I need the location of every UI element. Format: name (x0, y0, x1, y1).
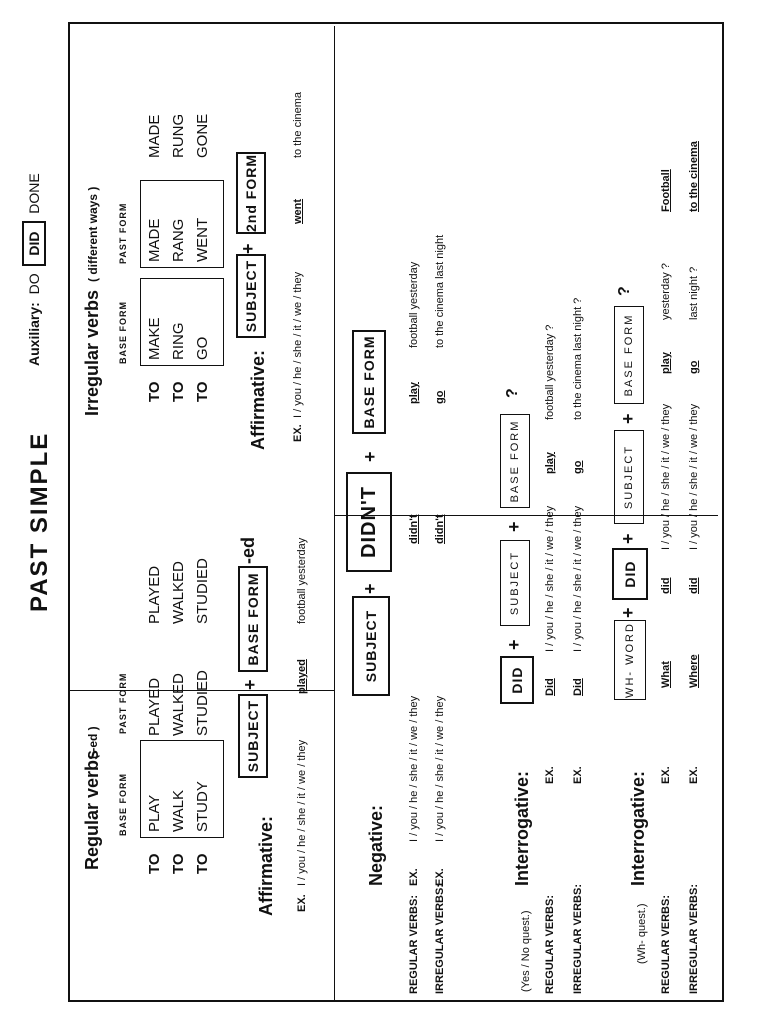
negative-didnt-box: DIDN'T (346, 472, 392, 572)
wh-word-box: WH- WORD (614, 620, 646, 700)
wh-did-box: DID (612, 548, 648, 600)
yn-row-1-verb: play (544, 451, 556, 474)
regular-past-played: PLAYED (146, 677, 163, 736)
negative-row-1-type: REGULAR VERBS: (408, 894, 420, 994)
yn-row-1-pronouns: I / you / he / she / it / we / they (544, 505, 556, 652)
yn-base-form-box: BASE FORM (500, 414, 530, 508)
wh-row-1-verb: play (660, 351, 672, 374)
wh-row-2-answer: to the cinema (688, 141, 700, 212)
wh-row-1-wh: What (660, 661, 672, 688)
wh-row-1-aux: did (660, 577, 672, 594)
wh-row-2-verb: go (688, 360, 700, 374)
wh-row-1-type: REGULAR VERBS: (660, 894, 672, 994)
wh-row-2-complement: last night ? (688, 266, 700, 320)
irregular-plus: + (238, 243, 258, 254)
wh-subject-box: SUBJECT (614, 430, 644, 524)
regular-past-walked: WALKED (170, 673, 187, 736)
regular-past-played-big: PLAYED (146, 565, 163, 624)
regular-verb: played (296, 659, 308, 694)
yn-row-2-complement: to the cinema last night ? (572, 297, 584, 420)
irregular-base-make: MAKE (146, 317, 163, 360)
regular-pronouns: I / you / he / she / it / we / they (296, 739, 308, 886)
negative-row-2-complement: to the cinema last night (434, 234, 446, 348)
irregular-base-go: GO (194, 336, 211, 360)
regular-to-2: TO (170, 853, 187, 874)
wh-row-1-answer: Football (660, 169, 672, 212)
irregular-base-ring: RING (170, 322, 187, 360)
regular-subject-box: SUBJECT (238, 694, 268, 778)
wh-plus-3: + (618, 413, 638, 424)
wh-plus-1: + (618, 607, 638, 618)
yn-subject-box: SUBJECT (500, 540, 530, 626)
wh-row-2-pronouns: I / you / he / she / it / we / they (688, 403, 700, 550)
negative-row-1-pronouns: I / you / he / she / it / we / they (408, 695, 420, 842)
wh-row-2-ex: EX. (688, 766, 700, 784)
irregular-participle-rung: RUNG (170, 113, 187, 158)
auxiliary-done: DONE (26, 173, 42, 214)
negative-row-1-ex: EX. (408, 868, 420, 886)
yn-question-mark: ? (504, 388, 521, 398)
divider-horizontal (334, 26, 335, 1000)
page-title: PAST SIMPLE (26, 431, 53, 612)
yn-row-1-complement: football yesterday ? (544, 324, 556, 420)
wh-question-mark: ? (616, 286, 633, 296)
negative-row-2-verb: go (434, 390, 446, 404)
yn-did-box: DID (500, 656, 534, 704)
yn-label: Interrogative: (512, 770, 532, 886)
irregular-complement: to the cinema (292, 91, 304, 158)
regular-past-studied-big: STUDIED (194, 558, 211, 624)
regular-base-head: BASE FORM (118, 773, 128, 836)
irregular-to-3: TO (194, 381, 211, 402)
yn-plus-2: + (504, 521, 524, 532)
regular-plus: + (240, 679, 260, 690)
wh-row-1-ex: EX. (660, 766, 672, 784)
auxiliary-did-box: DID (22, 222, 46, 266)
yn-row-2-ex: EX. (572, 766, 584, 784)
negative-row-2-type: IRREGULAR VERBS: (434, 883, 446, 994)
yn-row-1-type: REGULAR VERBS: (544, 894, 556, 994)
yn-plus-1: + (504, 639, 524, 650)
negative-plus-2: + (360, 451, 380, 462)
irregular-second-form-box: 2nd FORM (236, 152, 266, 234)
wh-row-1-complement: yesterday ? (660, 263, 672, 320)
yn-row-1-aux: Did (544, 678, 556, 696)
regular-past-head: PAST FORM (118, 672, 128, 734)
regular-to-3: TO (194, 853, 211, 874)
regular-base-walk: WALK (170, 790, 187, 832)
auxiliary-line (22, 173, 46, 366)
irregular-pronouns: I / you / he / she / it / we / they (292, 271, 304, 418)
irregular-past-made: MADE (146, 218, 163, 262)
regular-base-play: PLAY (146, 794, 163, 832)
regular-base-study: STUDY (194, 781, 211, 832)
yn-row-2-verb: go (572, 460, 584, 474)
negative-row-1-complement: football yesterday (408, 261, 420, 348)
auxiliary-do: DO (26, 273, 42, 295)
yn-row-1-ex: EX. (544, 766, 556, 784)
irregular-title: Irregular verbs (82, 289, 102, 416)
regular-past-walked-big: WALKED (170, 561, 187, 624)
yn-row-2-pronouns: I / you / he / she / it / we / they (572, 505, 584, 652)
wh-row-2-aux: did (688, 577, 700, 594)
regular-complement: football yesterday (296, 537, 308, 624)
regular-subtitle: ( -ed ) (86, 726, 100, 759)
irregular-affirmative-label: Affirmative: (248, 349, 268, 450)
irregular-verb: went (292, 198, 304, 224)
irregular-ex: EX. (292, 424, 304, 442)
wh-row-2-type: IRREGULAR VERBS: (688, 883, 700, 994)
irregular-participle-gone: GONE (194, 113, 211, 158)
irregular-base-head: BASE FORM (118, 301, 128, 364)
irregular-participle-made: MADE (146, 114, 163, 158)
irregular-to-1: TO (146, 381, 163, 402)
regular-base-form-box: BASE FORM (238, 566, 268, 672)
negative-row-2-ex: EX. (434, 868, 446, 886)
regular-affirmative-label: Affirmative: (256, 815, 276, 916)
auxiliary-label: Auxiliary: (26, 302, 42, 366)
irregular-to-2: TO (170, 381, 187, 402)
wh-note: (Wh- quest.) (636, 903, 648, 964)
negative-subject-box: SUBJECT (352, 596, 390, 696)
yn-row-2-aux: Did (572, 678, 584, 696)
regular-suffix: -ed (238, 537, 258, 564)
wh-plus-2: + (618, 533, 638, 544)
negative-label: Negative: (366, 804, 386, 886)
negative-row-2-pronouns: I / you / he / she / it / we / they (434, 695, 446, 842)
negative-row-2-aux: didn't (434, 514, 446, 544)
wh-base-form-box: BASE FORM (614, 306, 644, 404)
irregular-past-head: PAST FORM (118, 202, 128, 264)
regular-past-studied: STUDIED (194, 670, 211, 736)
wh-row-2-wh: Where (688, 654, 700, 688)
negative-row-1-aux: didn't (408, 514, 420, 544)
negative-plus-1: + (360, 583, 380, 594)
irregular-subtitle: ( different ways ) (86, 186, 100, 282)
irregular-past-went: WENT (194, 217, 211, 262)
negative-base-form-box: BASE FORM (352, 330, 386, 434)
irregular-subject-box: SUBJECT (236, 254, 266, 338)
yn-row-2-type: IRREGULAR VERBS: (572, 883, 584, 994)
yn-note: (Yes / No quest.) (520, 910, 532, 992)
regular-to-1: TO (146, 853, 163, 874)
wh-row-1-pronouns: I / you / he / she / it / we / they (660, 403, 672, 550)
negative-row-1-verb: play (408, 381, 420, 404)
wh-label: Interrogative: (628, 770, 648, 886)
irregular-past-rang: RANG (170, 218, 187, 262)
regular-ex: EX. (296, 894, 308, 912)
regular-title: Regular verbs (82, 749, 102, 870)
